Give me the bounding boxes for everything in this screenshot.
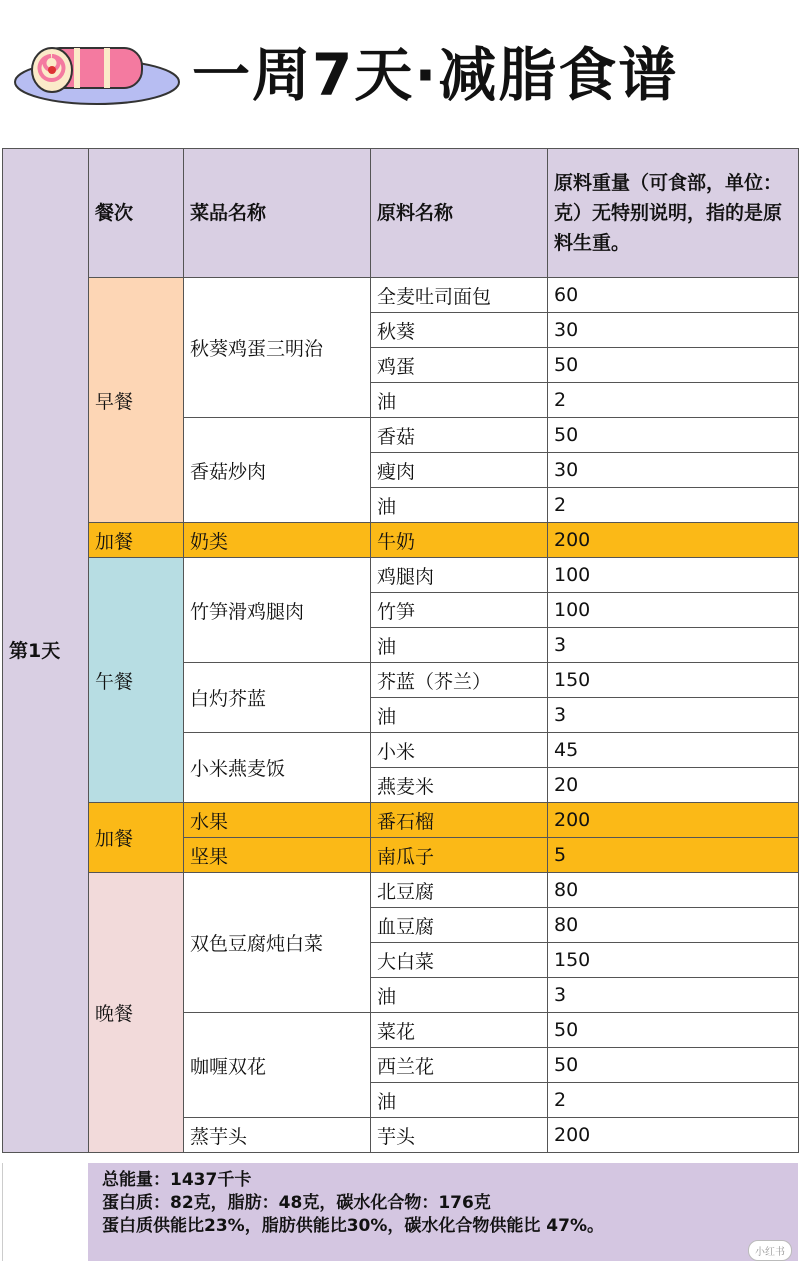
summary-left-cell <box>2 1163 89 1261</box>
dish-name: 奶类 <box>184 523 371 558</box>
ingredient-qty: 150 <box>548 943 799 978</box>
ingredient-name: 瘦肉 <box>371 453 548 488</box>
table-row <box>3 803 799 838</box>
ingredient-qty: 5 <box>548 838 799 873</box>
table-row <box>3 523 799 558</box>
page-title: 一周7天·减脂食谱 <box>192 41 679 109</box>
ingredient-name: 番石榴 <box>371 803 548 838</box>
dish-name: 秋葵鸡蛋三明治 <box>184 278 371 418</box>
watermark-badge: 小红书 <box>748 1240 792 1261</box>
dish-name: 双色豆腐炖白菜 <box>184 873 371 1013</box>
dish-name: 白灼芥蓝 <box>184 663 371 733</box>
meal-lunch: 午餐 <box>89 558 184 803</box>
ingredient-name: 油 <box>371 1083 548 1118</box>
ingredient-name: 竹笋 <box>371 593 548 628</box>
ingredient-qty: 30 <box>548 453 799 488</box>
ingredient-name: 香菇 <box>371 418 548 453</box>
ingredient-name: 大白菜 <box>371 943 548 978</box>
ingredient-qty: 3 <box>548 628 799 663</box>
ingredient-name: 燕麦米 <box>371 768 548 803</box>
ingredient-name: 西兰花 <box>371 1048 548 1083</box>
table-row <box>3 873 799 908</box>
ingredient-qty: 50 <box>548 348 799 383</box>
ingredient-name: 南瓜子 <box>371 838 548 873</box>
ingredient-name: 秋葵 <box>371 313 548 348</box>
ingredient-name: 芥蓝（芥兰） <box>371 663 548 698</box>
dish-name: 坚果 <box>184 838 371 873</box>
dish-name: 香菇炒肉 <box>184 418 371 523</box>
table-row <box>3 278 799 313</box>
dish-name: 咖喱双花 <box>184 1013 371 1118</box>
ingredient-qty: 20 <box>548 768 799 803</box>
ingredient-qty: 80 <box>548 908 799 943</box>
header-ingredient: 原料名称 <box>371 149 548 278</box>
day-label: 第1天 <box>3 149 89 1153</box>
ingredient-name: 菜花 <box>371 1013 548 1048</box>
ingredient-name: 油 <box>371 978 548 1013</box>
table-row <box>3 558 799 593</box>
ingredient-name: 油 <box>371 488 548 523</box>
ingredient-name: 鸡腿肉 <box>371 558 548 593</box>
ingredient-qty: 2 <box>548 1083 799 1118</box>
ingredient-name: 芋头 <box>371 1118 548 1153</box>
ingredient-qty: 200 <box>548 1118 799 1153</box>
header-weight: 原料重量（可食部，单位：克）无特别说明，指的是原料生重。 <box>548 149 799 278</box>
meal-snack: 加餐 <box>89 803 184 873</box>
ingredient-qty: 200 <box>548 803 799 838</box>
ingredient-qty: 50 <box>548 418 799 453</box>
ingredient-qty: 200 <box>548 523 799 558</box>
swiss-roll-icon <box>12 30 182 110</box>
meal-snack: 加餐 <box>89 523 184 558</box>
ingredient-name: 全麦吐司面包 <box>371 278 548 313</box>
table-header-row <box>3 149 799 278</box>
ingredient-qty: 3 <box>548 978 799 1013</box>
ingredient-name: 北豆腐 <box>371 873 548 908</box>
header-dish: 菜品名称 <box>184 149 371 278</box>
ingredient-qty: 150 <box>548 663 799 698</box>
header-meal: 餐次 <box>89 149 184 278</box>
ingredient-qty: 2 <box>548 383 799 418</box>
summary-ratios: 蛋白质供能比23%，脂肪供能比30%，碳水化合物供能比 47%。 <box>102 1216 604 1236</box>
recipe-table <box>2 148 799 1153</box>
dish-name: 水果 <box>184 803 371 838</box>
ingredient-name: 牛奶 <box>371 523 548 558</box>
ingredient-qty: 50 <box>548 1048 799 1083</box>
ingredient-qty: 80 <box>548 873 799 908</box>
nutrition-summary <box>88 1163 798 1261</box>
ingredient-qty: 30 <box>548 313 799 348</box>
ingredient-name: 油 <box>371 383 548 418</box>
summary-energy: 总能量：1437千卡 <box>102 1170 252 1190</box>
header <box>0 0 800 148</box>
ingredient-name: 油 <box>371 628 548 663</box>
ingredient-qty: 100 <box>548 593 799 628</box>
meal-breakfast: 早餐 <box>89 278 184 523</box>
ingredient-name: 小米 <box>371 733 548 768</box>
ingredient-qty: 60 <box>548 278 799 313</box>
dish-name: 小米燕麦饭 <box>184 733 371 803</box>
meal-dinner: 晚餐 <box>89 873 184 1153</box>
summary-macros: 蛋白质：82克，脂肪：48克，碳水化合物：176克 <box>102 1193 491 1213</box>
dish-name: 蒸芋头 <box>184 1118 371 1153</box>
ingredient-qty: 100 <box>548 558 799 593</box>
ingredient-qty: 50 <box>548 1013 799 1048</box>
ingredient-name: 油 <box>371 698 548 733</box>
ingredient-qty: 3 <box>548 698 799 733</box>
dish-name: 竹笋滑鸡腿肉 <box>184 558 371 663</box>
ingredient-qty: 45 <box>548 733 799 768</box>
ingredient-qty: 2 <box>548 488 799 523</box>
ingredient-name: 血豆腐 <box>371 908 548 943</box>
ingredient-name: 鸡蛋 <box>371 348 548 383</box>
